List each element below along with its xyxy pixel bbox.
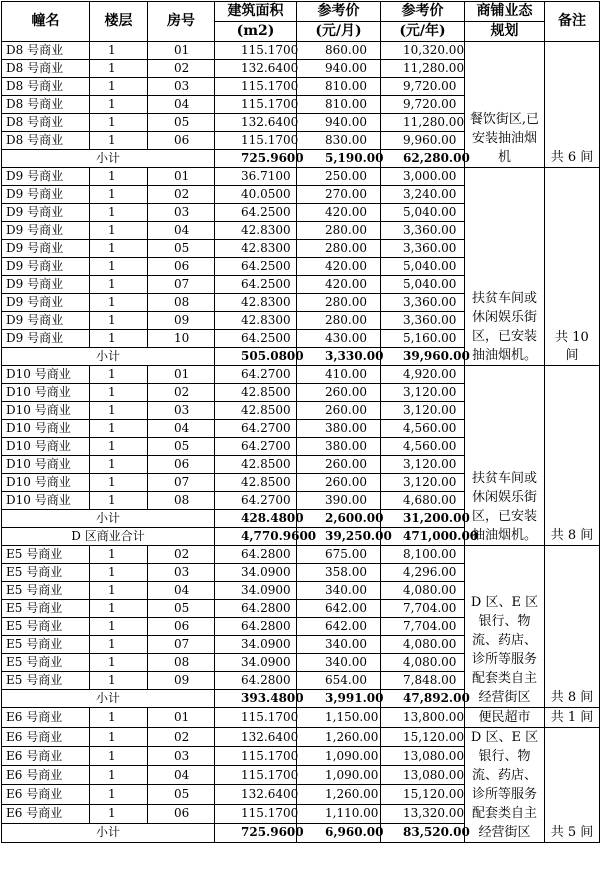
cell: 10 [148,330,215,348]
cell: 1,150.00 [297,708,381,728]
cell: 1 [90,600,148,618]
cell: 1 [90,168,148,186]
cell: 5,040.00 [381,258,465,276]
cell: 03 [148,402,215,420]
cell: 04 [148,96,215,114]
cell: 260.00 [297,402,381,420]
cell: 02 [148,728,215,747]
cell: 3,120.00 [381,474,465,492]
cell: D9 号商业 [2,330,90,348]
cell: 1 [90,222,148,240]
subtotal-row-label: 小计 [2,150,215,168]
cell: 40.0500 [215,186,297,204]
cell: 64.2500 [215,204,297,222]
cell: 1,260.00 [297,728,381,747]
subtotal-row-month: 3,991.00 [297,690,381,708]
cell: 280.00 [297,222,381,240]
business-plan-cell: D 区、E 区银行、物流、药店、诊所等服务配套类自主经营街区 [465,546,545,708]
cell: 06 [148,618,215,636]
subtotal-row-month: 3,330.00 [297,348,381,366]
cell: E6 号商业 [2,747,90,766]
cell: 1 [90,240,148,258]
cell: 642.00 [297,600,381,618]
cell: E6 号商业 [2,804,90,823]
cell: 64.2500 [215,258,297,276]
cell: 1,260.00 [297,785,381,804]
cell: 280.00 [297,294,381,312]
cell: 42.8300 [215,294,297,312]
cell: 02 [148,384,215,402]
cell: E5 号商业 [2,546,90,564]
cell: 42.8500 [215,474,297,492]
subtotal-row-month: 2,600.00 [297,510,381,528]
cell: 9,720.00 [381,96,465,114]
cell: 04 [148,420,215,438]
cell: D10 号商业 [2,438,90,456]
cell: 280.00 [297,240,381,258]
cell: 42.8300 [215,240,297,258]
cell: 5,160.00 [381,330,465,348]
cell: 15,120.00 [381,785,465,804]
cell: 42.8300 [215,312,297,330]
cell: 64.2800 [215,546,297,564]
subtotal-row-label: 小计 [2,348,215,366]
cell: 06 [148,804,215,823]
table-row [2,728,600,747]
cell: 420.00 [297,258,381,276]
cell: E5 号商业 [2,600,90,618]
cell: 7,704.00 [381,600,465,618]
cell: 380.00 [297,438,381,456]
cell: 250.00 [297,168,381,186]
cell: 03 [148,564,215,582]
cell: 1 [90,582,148,600]
cell: 4,080.00 [381,654,465,672]
cell: D10 号商业 [2,366,90,384]
cell: 06 [148,258,215,276]
header-price-month: 参考价 [297,2,381,22]
cell: 04 [148,222,215,240]
cell: 4,560.00 [381,438,465,456]
cell: D9 号商业 [2,312,90,330]
cell: 358.00 [297,564,381,582]
cell: 1,110.00 [297,804,381,823]
cell: 1 [90,402,148,420]
cell: D8 号商业 [2,42,90,60]
cell: 132.6400 [215,728,297,747]
cell: 7,848.00 [381,672,465,690]
cell: 280.00 [297,312,381,330]
cell: 420.00 [297,204,381,222]
business-plan-cell: D 区、E 区银行、物流、药店、诊所等服务配套类自主经营街区 [465,728,545,843]
note-cell: 共 1 间 [545,708,600,728]
cell: 34.0900 [215,564,297,582]
cell: 1 [90,804,148,823]
cell: 115.1700 [215,96,297,114]
cell: 270.00 [297,186,381,204]
cell: 430.00 [297,330,381,348]
cell: 64.2800 [215,618,297,636]
cell: D10 号商业 [2,456,90,474]
header-business-plan: 商铺业态 [465,2,545,22]
table-body [2,42,600,843]
cell: 15,120.00 [381,728,465,747]
cell: 1 [90,708,148,728]
cell: 11,280.00 [381,60,465,78]
cell: D8 号商业 [2,132,90,150]
cell: 390.00 [297,492,381,510]
cell: E6 号商业 [2,785,90,804]
cell: 1 [90,366,148,384]
total-row-month: 39,250.00 [297,528,381,546]
cell: 64.2700 [215,420,297,438]
cell: 42.8300 [215,222,297,240]
cell: 3,120.00 [381,456,465,474]
table-row [2,42,600,60]
cell: 04 [148,766,215,785]
header-building: 幢名 [2,2,90,42]
cell: 3,000.00 [381,168,465,186]
cell: 1 [90,747,148,766]
cell: E5 号商业 [2,636,90,654]
cell: 42.8500 [215,456,297,474]
cell: 13,080.00 [381,766,465,785]
cell: 132.6400 [215,785,297,804]
cell: 132.6400 [215,114,297,132]
subtotal-row-label: 小计 [2,823,215,842]
cell: 420.00 [297,276,381,294]
cell: 07 [148,636,215,654]
cell: 1 [90,456,148,474]
cell: 9,960.00 [381,132,465,150]
note-cell: 共 6 间 [545,42,600,168]
cell: 02 [148,186,215,204]
header-room: 房号 [148,2,215,42]
cell: 4,080.00 [381,636,465,654]
cell: 3,120.00 [381,384,465,402]
header-note: 备注 [545,2,600,42]
cell: 13,800.00 [381,708,465,728]
cell: 05 [148,114,215,132]
cell: 01 [148,366,215,384]
cell: 4,080.00 [381,582,465,600]
cell: 05 [148,600,215,618]
cell: 654.00 [297,672,381,690]
business-plan-cell: 餐饮街区,已安装抽油烟机 [465,42,545,168]
table-row [2,366,600,384]
cell: 64.2700 [215,366,297,384]
cell: D9 号商业 [2,186,90,204]
cell: 3,360.00 [381,222,465,240]
cell: 64.2500 [215,276,297,294]
cell: 03 [148,747,215,766]
rental-table [1,1,600,843]
cell: 115.1700 [215,42,297,60]
cell: 940.00 [297,114,381,132]
cell: 09 [148,312,215,330]
cell: 64.2700 [215,438,297,456]
table-row [2,708,600,728]
cell: D9 号商业 [2,204,90,222]
subtotal-row-area: 725.9600 [215,150,297,168]
cell: D10 号商业 [2,402,90,420]
subtotal-row-year: 83,520.00 [381,823,465,842]
total-row-label: D 区商业合计 [2,528,215,546]
cell: E6 号商业 [2,766,90,785]
business-plan-cell: 便民超市 [465,708,545,728]
subtotal-row-area: 428.4800 [215,510,297,528]
table-row [2,168,600,186]
subtotal-row-month: 5,190.00 [297,150,381,168]
cell: E5 号商业 [2,618,90,636]
cell: 02 [148,546,215,564]
cell: D9 号商业 [2,222,90,240]
subtotal-row-area: 393.4800 [215,690,297,708]
cell: 1 [90,114,148,132]
cell: 1 [90,474,148,492]
header-price-month-unit: (元/月) [297,22,381,42]
cell: 380.00 [297,420,381,438]
cell: 08 [148,294,215,312]
cell: 42.8500 [215,384,297,402]
cell: 1 [90,785,148,804]
cell: 05 [148,785,215,804]
header-price-year: 参考价 [381,2,465,22]
cell: 1 [90,258,148,276]
cell: 1 [90,654,148,672]
cell: 1 [90,330,148,348]
header-price-year-unit: (元/年) [381,22,465,42]
cell: 1 [90,438,148,456]
cell: 3,360.00 [381,294,465,312]
cell: 1 [90,420,148,438]
cell: 13,320.00 [381,804,465,823]
cell: 115.1700 [215,708,297,728]
cell: 08 [148,654,215,672]
cell: 3,360.00 [381,312,465,330]
cell: D10 号商业 [2,420,90,438]
subtotal-row-year: 62,280.00 [381,150,465,168]
cell: E6 号商业 [2,728,90,747]
subtotal-row-year: 31,200.00 [381,510,465,528]
subtotal-row-area: 505.0800 [215,348,297,366]
cell: 05 [148,240,215,258]
subtotal-row-label: 小计 [2,510,215,528]
cell: 1 [90,384,148,402]
cell: 340.00 [297,654,381,672]
cell: 1 [90,636,148,654]
cell: 07 [148,276,215,294]
cell: 3,360.00 [381,240,465,258]
cell: 5,040.00 [381,276,465,294]
cell: 06 [148,456,215,474]
cell: 08 [148,492,215,510]
cell: 01 [148,168,215,186]
cell: 860.00 [297,42,381,60]
cell: E6 号商业 [2,708,90,728]
cell: E5 号商业 [2,672,90,690]
cell: 9,720.00 [381,78,465,96]
cell: D9 号商业 [2,276,90,294]
cell: 675.00 [297,546,381,564]
cell: 410.00 [297,366,381,384]
cell: 64.2800 [215,672,297,690]
cell: 3,240.00 [381,186,465,204]
cell: 04 [148,582,215,600]
header-area-unit: (m2) [215,22,297,42]
cell: 34.0900 [215,654,297,672]
cell: 09 [148,672,215,690]
cell: E5 号商业 [2,582,90,600]
subtotal-row-year: 39,960.00 [381,348,465,366]
cell: 1 [90,96,148,114]
cell: 642.00 [297,618,381,636]
header-business-plan-l2: 规划 [465,22,545,42]
cell: 36.7100 [215,168,297,186]
business-plan-cell: 扶贫车间或休闲娱乐街区，已安装抽油烟机。 [465,366,545,546]
cell: 1 [90,60,148,78]
header-area: 建筑面积 [215,2,297,22]
cell: D8 号商业 [2,96,90,114]
cell: 42.8500 [215,402,297,420]
cell: 64.2700 [215,492,297,510]
subtotal-row-area: 725.9600 [215,823,297,842]
cell: 1 [90,492,148,510]
subtotal-row-month: 6,960.00 [297,823,381,842]
cell: D10 号商业 [2,492,90,510]
table-row [2,546,600,564]
cell: 1 [90,728,148,747]
cell: 260.00 [297,456,381,474]
cell: 260.00 [297,474,381,492]
cell: 07 [148,474,215,492]
cell: 1 [90,186,148,204]
subtotal-row-label: 小计 [2,690,215,708]
cell: 34.0900 [215,636,297,654]
cell: 02 [148,60,215,78]
cell: 4,560.00 [381,420,465,438]
cell: 1 [90,766,148,785]
cell: 01 [148,42,215,60]
cell: D9 号商业 [2,168,90,186]
cell: 1 [90,546,148,564]
cell: D9 号商业 [2,258,90,276]
cell: D10 号商业 [2,384,90,402]
cell: 5,040.00 [381,204,465,222]
cell: 06 [148,132,215,150]
cell: 115.1700 [215,132,297,150]
cell: E5 号商业 [2,654,90,672]
cell: 01 [148,708,215,728]
cell: 810.00 [297,96,381,114]
cell: 1 [90,564,148,582]
cell: 115.1700 [215,804,297,823]
cell: 64.2500 [215,330,297,348]
cell: 03 [148,78,215,96]
cell: 1 [90,132,148,150]
cell: 11,280.00 [381,114,465,132]
cell: 1,090.00 [297,747,381,766]
cell: 1 [90,78,148,96]
note-cell: 共 5 间 [545,728,600,843]
cell: 3,120.00 [381,402,465,420]
header-floor: 楼层 [90,2,148,42]
cell: 940.00 [297,60,381,78]
cell: 4,680.00 [381,492,465,510]
cell: 260.00 [297,384,381,402]
cell: 10,320.00 [381,42,465,60]
cell: 115.1700 [215,78,297,96]
note-cell: 共 8 间 [545,546,600,708]
cell: D9 号商业 [2,294,90,312]
cell: 830.00 [297,132,381,150]
cell: 1 [90,276,148,294]
cell: 64.2800 [215,600,297,618]
cell: 1,090.00 [297,766,381,785]
cell: 132.6400 [215,60,297,78]
cell: D8 号商业 [2,78,90,96]
cell: 4,296.00 [381,564,465,582]
cell: 1 [90,42,148,60]
cell: 05 [148,438,215,456]
cell: D9 号商业 [2,240,90,258]
cell: 115.1700 [215,766,297,785]
cell: 7,704.00 [381,618,465,636]
total-row-year: 471,000.00 [381,528,465,546]
cell: 4,920.00 [381,366,465,384]
cell: 03 [148,204,215,222]
cell: 13,080.00 [381,747,465,766]
cell: D8 号商业 [2,60,90,78]
cell: 1 [90,204,148,222]
total-row-area: 4,770.9600 [215,528,297,546]
cell: 8,100.00 [381,546,465,564]
cell: 340.00 [297,582,381,600]
business-plan-cell: 扶贫车间或休闲娱乐街区，已安装抽油烟机。 [465,168,545,366]
cell: 1 [90,294,148,312]
cell: 34.0900 [215,582,297,600]
cell: D10 号商业 [2,474,90,492]
cell: D8 号商业 [2,114,90,132]
cell: 1 [90,672,148,690]
note-cell: 共 10 间 [545,168,600,366]
note-cell: 共 8 间 [545,366,600,546]
cell: 340.00 [297,636,381,654]
subtotal-row-year: 47,892.00 [381,690,465,708]
cell: 1 [90,312,148,330]
cell: 115.1700 [215,747,297,766]
cell: E5 号商业 [2,564,90,582]
cell: 810.00 [297,78,381,96]
cell: 1 [90,618,148,636]
